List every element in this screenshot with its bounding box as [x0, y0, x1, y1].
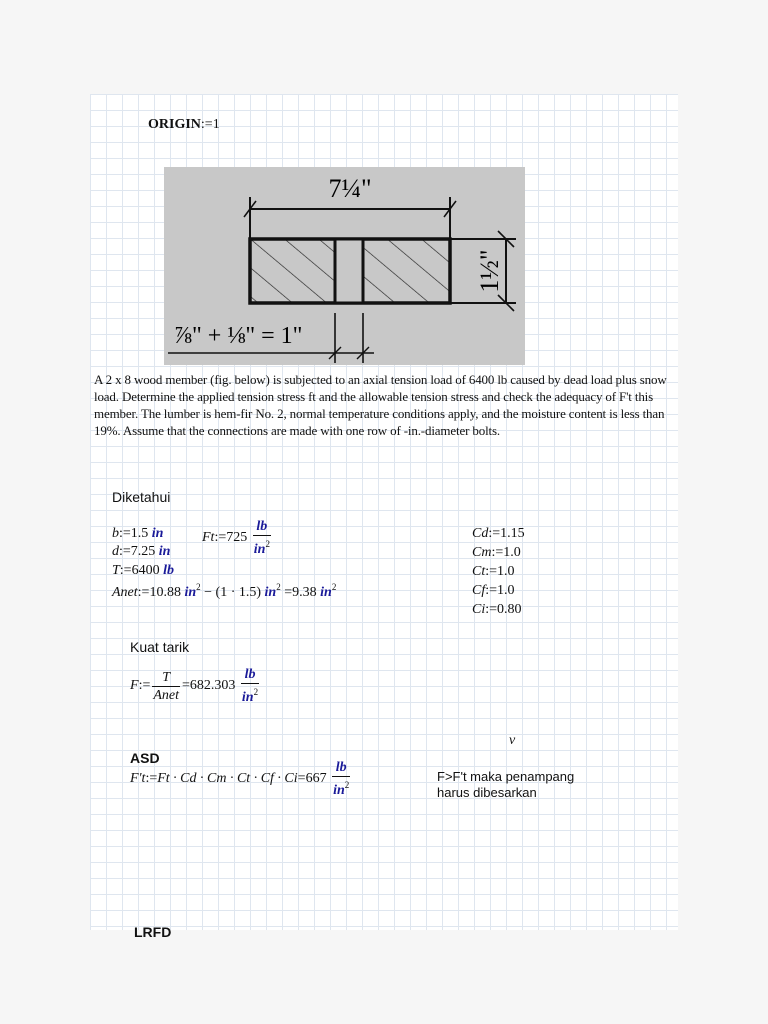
depth-label: 1½": [475, 249, 504, 293]
note-line-1: F>F't maka penampang: [437, 769, 575, 784]
origin-value: 1: [212, 117, 220, 132]
origin-definition[interactable]: [148, 117, 220, 133]
kuat-tarik-heading[interactable]: Kuat tarik: [130, 639, 190, 655]
factor-cm[interactable]: Cm:=1.0: [472, 545, 521, 560]
factor-cf[interactable]: Cf:=1.0: [472, 583, 515, 598]
factor-cd[interactable]: Cd:=1.15: [472, 526, 525, 541]
cross-section-figure: [164, 167, 525, 365]
b-definition[interactable]: b:=1.5 in: [112, 526, 164, 541]
d-definition[interactable]: d:=7.25 in: [112, 544, 171, 559]
asd-conclusion-note[interactable]: [437, 769, 574, 801]
t-definition[interactable]: T:=6400 lb: [112, 563, 174, 578]
width-label: 7¼": [328, 174, 372, 203]
factor-ci[interactable]: Ci:=0.80: [472, 602, 522, 617]
ft-definition[interactable]: Ft:=725 $\frac{lb}{in^2}$: [202, 519, 270, 557]
hole-label: ⅞" + ⅛" = 1": [174, 323, 303, 349]
asd-unit-fraction: $\frac{lb}{in^2}$: [333, 760, 350, 798]
origin-name: ORIGIN: [148, 117, 201, 132]
worksheet-page: [90, 94, 678, 940]
problem-statement[interactable]: A 2 x 8 wood member (fig. below) is subjected to an axial tension load of 6400 lb caused by dead load plus snow load. Determine the applied tension stress ft and the allowable tension stress and check the adequacy of F't this member. The lumber is hem-fir No. 2, normal temperature conditions apply, and the moisture content is less than 19%. Assume that the connections are made with one row of -in.-diameter bolts.: [94, 372, 667, 438]
ft-unit-fraction: $\frac{lb}{in^2}$: [253, 519, 270, 557]
diketahui-heading[interactable]: Diketahui: [112, 489, 171, 505]
stray-v-region[interactable]: v: [509, 733, 516, 748]
ft-prime-equation[interactable]: F't:=Ft · Cd · Cm · Ct · Cf · Ci=667 $\frac{lb}{in^2}$: [130, 760, 350, 798]
anet-definition[interactable]: Anet:=10.88 $in^2 - (1 \cdot 1.5)$ $in^2 =9.38$ $in^2$: [112, 582, 337, 600]
origin-assign: :=: [200, 117, 213, 132]
note-line-2: harus dibesarkan: [437, 785, 537, 800]
factor-ct[interactable]: Ct:=1.0: [472, 564, 515, 579]
f-unit-fraction: $\frac{lb}{in^2}$: [241, 667, 259, 705]
f-equation[interactable]: F:= $\frac{T}{\text{Anet}}$ =682.303 $\frac{lb}{in^2}$: [130, 667, 259, 705]
f-fraction: $\frac{T}{\text{Anet}}$: [153, 669, 180, 703]
asd-heading[interactable]: ASD: [130, 750, 160, 766]
cross-section-drawing: [164, 167, 525, 365]
lrfd-heading-clipped[interactable]: LRFD: [134, 924, 172, 940]
bolt-hole: [335, 239, 363, 303]
